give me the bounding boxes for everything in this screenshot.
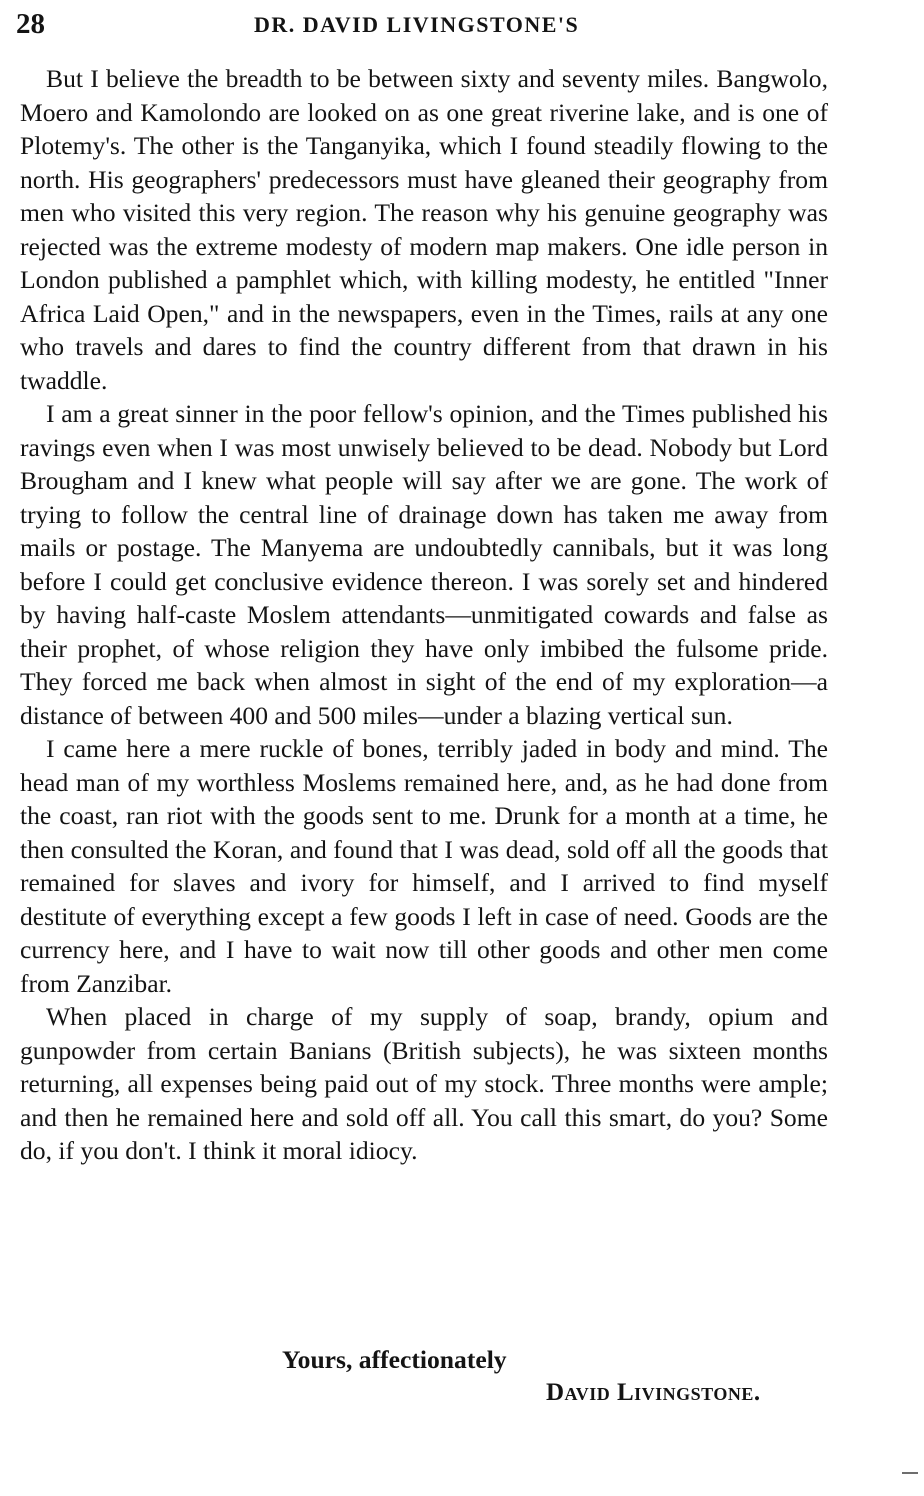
paragraph-3: I came here a mere ruckle of bones, terribly jaded in body and mind. The head man of my worthless Moslems remained here, and, as he had done from the coast, ran riot with the goods sent to me. Drunk for a month at a time, he then consulted the Koran, and found that I was dead, sold off all the goods that remained for slaves and ivory for himself, and I arrived to find myself destitute of everything except a few goods I left in case of need. Goods are the currency here, and I have to wait now till other goods and other men come from Zanzibar.	[20, 734, 828, 998]
paragraph-4: When placed in charge of my supply of soap, brandy, opium and gunpowder from certain Banians (British subjects), he was sixteen months returning, all expenses being paid out of my stock. Three months were ample; and then he remained here and sold off all. You call this smart, do you? Some do, if you don't. I think it moral idiocy.	[20, 1002, 828, 1165]
margin-mark	[902, 1472, 918, 1474]
running-title: DR. DAVID LIVINGSTONE'S	[254, 12, 580, 37]
letter-signature: David Livingstone.	[546, 1379, 761, 1406]
paragraph-2: I am a great sinner in the poor fellow's opinion, and the Times published his ravings even when I was most unwisely believed to be dead. Nobody but Lord Brougham and I knew what people will say after we are gone. The work of trying to follow the central line of drainage down has taken me away from mails or postage. The Manyema are undoubtedly cannibals, but it was long before I could get conclusive evidence thereon. I was sorely set and hindered by having half-caste Moslem attendants—unmitigated cowards and false as their prophet, of whose religion they have only imbibed the fulsome pride. They forced me back when almost in sight of the end of my exploration—a distance of between 400 and 500 miles—under a blazing vertical sun.	[20, 399, 828, 730]
page-number: 28	[16, 8, 45, 40]
paragraph-1: But I believe the breadth to be between sixty and seventy miles. Bangwolo, Moero and Kamolondo are looked on as one great riverine lake, and is one of Plotemy's. The other is the Tanganyika, which I found steadily flowing to the north. His geographers' predecessors must have gleaned their geography from men who visited this very region. The reason why his genuine geography was rejected was the extreme modesty of modern map makers. One idle person in London published a pamphlet which, with killing modesty, he entitled "Inner Africa Laid Open," and in the newspapers, even in the Times, rails at any one who travels and dares to find the country different from that drawn in his twaddle.	[20, 64, 828, 395]
running-head	[16, 6, 826, 42]
letter-body	[20, 62, 828, 1168]
letter-closing: Yours, affectionately	[282, 1345, 507, 1374]
